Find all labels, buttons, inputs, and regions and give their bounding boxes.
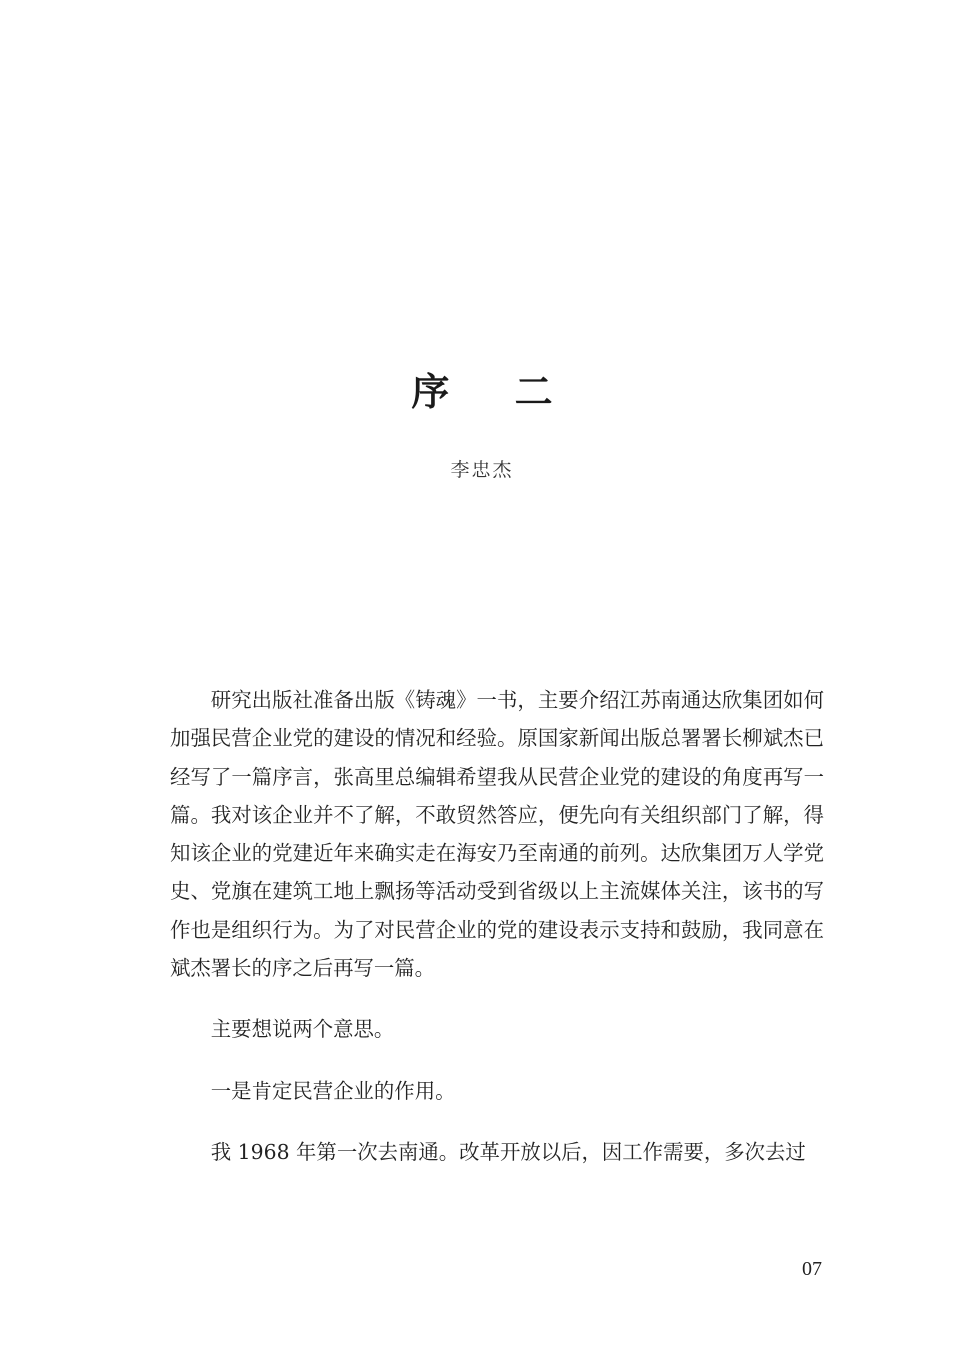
paragraph-1: 研究出版社准备出版《铸魂》一书，主要介绍江苏南通达欣集团如何加强民营企业党的建设的情况和经验。原国家新闻出版总署署长柳斌杰已经写了一篇序言，张高里总编辑希望我从民营企业党的建设的角度再写一篇。我对该企业并不了解，不敢贸然答应，便先向有关组织部门了解，得知该企业的党建近年来确实走在海安乃至南通的前列。达欣集团万人学党史、党旗在建筑工地上飘扬等活动受到省级以上主流媒体关注，该书的写作也是组织行为。为了对民营企业的党的建设表示支持和鼓励，我同意在斌杰署长的序之后再写一篇。 [170,688,824,981]
paragraph-3: 一是肯定民营企业的作用。 [210,1078,456,1103]
paragraph-4: 我 1968 年第一次去南通。改革开放以后，因工作需要，多次去过 [210,1139,806,1164]
author-name: 李忠杰 [450,459,514,481]
paragraph-2: 主要想说两个意思。 [210,1017,395,1042]
page-title: 序 二 [411,369,579,414]
page-number: 07 [802,1258,822,1280]
body-text [170,681,824,1171]
